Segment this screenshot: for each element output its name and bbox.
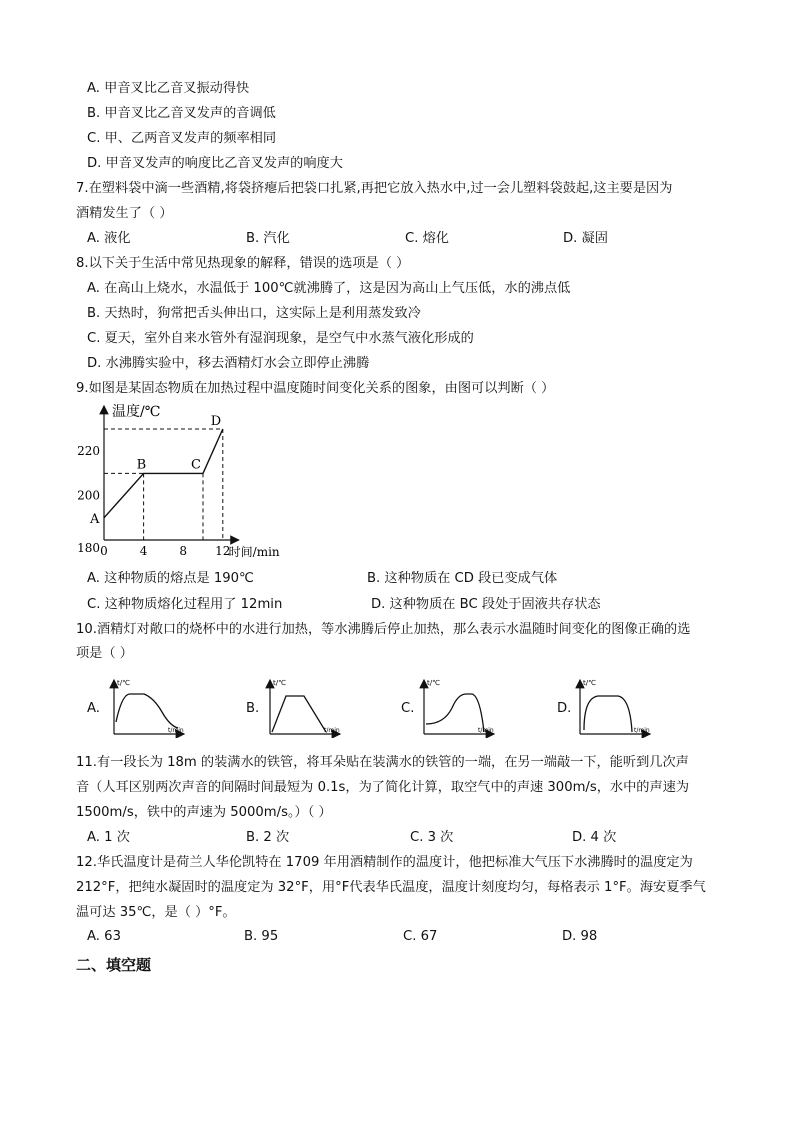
q10-graph-d	[570, 676, 655, 738]
point-label-d: D	[210, 414, 222, 429]
q10-stem-line1: 10.酒精灯对敞口的烧杯中的水进行加热，等水沸腾后停止加热，那么表示水温随时间变化的图像正确的选	[76, 622, 691, 637]
section-title: 二、填空题	[76, 956, 152, 974]
y-tick-label: 180	[77, 541, 100, 555]
q11-stem-line2: 音（人耳区别两次声音的间隔时间最短为 0.1s，为了简化计算，取空气中的声速 300m/s，水中的声速为	[76, 780, 690, 795]
q12-option-d: D. 98	[562, 929, 598, 944]
q9-temperature-chart	[70, 402, 310, 567]
q12-stem-line3: 温可达 35℃，是（ ）°F。	[76, 905, 236, 920]
point-label-a: A	[90, 511, 100, 527]
q8-option-b: B. 天热时，狗常把舌头伸出口，这实际上是利用蒸发致冷	[87, 306, 421, 321]
point-label-c: C	[191, 457, 201, 473]
q11-stem-line3: 1500m/s，铁中的声速为 5000m/s。）（ ）	[76, 805, 332, 820]
q9-option-c: C. 这种物质熔化过程用了 12min	[87, 597, 283, 612]
q11-stem-line1: 11.有一段长为 18m 的装满水的铁管，将耳朵贴在装满水的铁管的一端，在另一端敲一下，能听到几次声	[76, 755, 689, 770]
x-tick-label: 8	[179, 544, 188, 558]
q7-stem-line2: 酒精发生了（ ）	[76, 206, 173, 221]
graph-a-xlabel: t/min	[168, 727, 184, 734]
q11-option-c: C. 3 次	[410, 830, 454, 845]
q7-option-d: D. 凝固	[563, 231, 608, 246]
q8-option-c: C. 夏天，室外自来水管外有湿润现象，是空气中水蒸气液化形成的	[87, 331, 474, 346]
q9-option-d: D. 这种物质在 BC 段处于固液共存状态	[371, 597, 601, 612]
q7-option-c: C. 熔化	[405, 231, 449, 246]
point-label-b: B	[136, 457, 147, 473]
q6-option-d: D. 甲音叉发声的响度比乙音叉发声的响度大	[87, 156, 343, 171]
graph-d-ylabel: t/℃	[583, 679, 596, 687]
y-tick-label: 200	[77, 488, 100, 503]
q12-option-a: A. 63	[87, 929, 121, 944]
q11-option-b: B. 2 次	[246, 830, 290, 845]
q8-option-d: D. 水沸腾实验中，移去酒精灯水会立即停止沸腾	[87, 356, 370, 371]
q9-option-b: B. 这种物质在 CD 段已变成气体	[367, 571, 558, 586]
graph-d-xlabel: t/min	[634, 727, 650, 734]
q9-option-a: A. 这种物质的熔点是 190℃	[87, 571, 254, 586]
q10-graph-c	[414, 676, 499, 738]
q10-graph-b	[260, 676, 345, 738]
y-tick-label: 220	[77, 444, 100, 459]
q10-stem-line2: 项是（ ）	[76, 646, 133, 661]
q10-option-b-label: B.	[246, 701, 260, 716]
q8-option-a: A. 在高山上烧水，水温低于 100℃就沸腾了，这是因为高山上气压低，水的沸点低	[87, 281, 571, 296]
graph-c-ylabel: t/℃	[427, 679, 440, 687]
q11-option-d: D. 4 次	[572, 830, 617, 845]
graph-a-ylabel: t/℃	[117, 679, 130, 687]
q6-option-c: C. 甲、乙两音叉发声的频率相同	[87, 131, 277, 146]
q12-option-c: C. 67	[403, 929, 438, 944]
q7-stem-line1: 7.在塑料袋中滴一些酒精,将袋挤瘪后把袋口扎紧,再把它放入热水中,过一会儿塑料袋鼓起,这主要是因为	[76, 181, 673, 196]
q10-option-a-label: A.	[87, 701, 100, 716]
x-axis-label: 时间/min	[228, 545, 280, 559]
y-axis-label: 温度/℃	[112, 404, 161, 420]
q10-option-c-label: C.	[401, 701, 415, 716]
q12-stem-line2: 212°F，把纯水凝固时的温度定为 32°F，用°F代表华氏温度，温度计刻度均匀，每格表示 1°F。海安夏季气	[76, 880, 706, 895]
graph-c-xlabel: t/min	[478, 727, 494, 734]
q6-option-b: B. 甲音叉比乙音叉发声的音调低	[87, 106, 276, 121]
q7-option-b: B. 汽化	[246, 231, 290, 246]
x-tick-label: 12	[215, 544, 231, 558]
graph-b-xlabel: t/min	[324, 727, 340, 734]
q10-graph-a	[104, 676, 189, 738]
q11-option-a: A. 1 次	[87, 830, 130, 845]
x-tick-label: 4	[139, 544, 148, 558]
graph-b-ylabel: t/℃	[273, 679, 286, 687]
q12-stem-line1: 12.华氏温度计是荷兰人华伦凯特在 1709 年用酒精制作的温度计，他把标准大气压下水沸腾时的温度定为	[76, 855, 693, 870]
q6-option-a: A. 甲音叉比乙音叉振动得快	[87, 81, 250, 96]
q8-stem: 8.以下关于生活中常见热现象的解释，错误的选项是（ ）	[76, 256, 410, 271]
q9-stem: 9.如图是某固态物质在加热过程中温度随时间变化关系的图象，由图可以判断（ ）	[76, 381, 555, 396]
q10-option-d-label: D.	[557, 701, 572, 716]
q7-option-a: A. 液化	[87, 231, 131, 246]
x-tick-label: 0	[100, 544, 108, 558]
q12-option-b: B. 95	[244, 929, 279, 944]
